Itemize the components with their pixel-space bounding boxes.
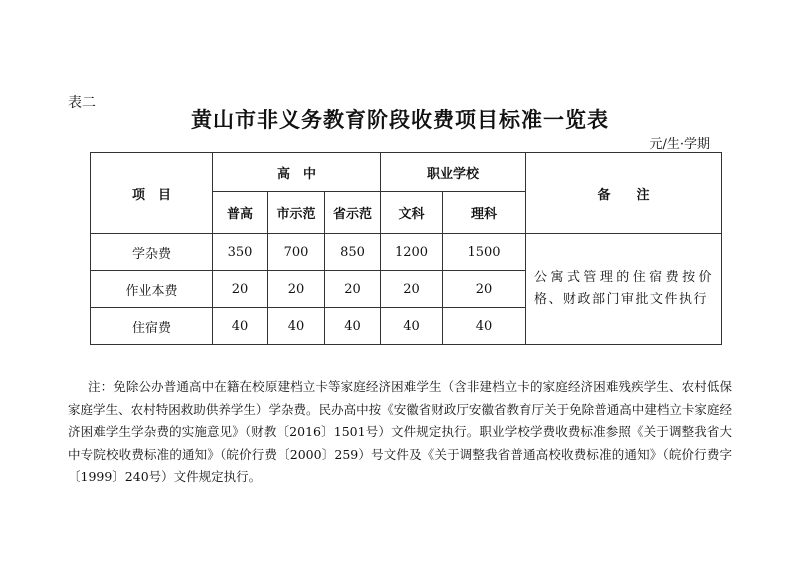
unit-label: 元/生·学期 <box>649 137 710 152</box>
table-cell: 40 <box>381 308 443 345</box>
table-cell: 40 <box>268 308 325 345</box>
row-name: 住宿费 <box>91 308 213 345</box>
subheader-cell: 普高 <box>213 192 268 234</box>
remark-cell: 公寓式管理的住宿费按价格、财政部门审批文件执行 <box>526 234 722 345</box>
table-cell: 20 <box>213 271 268 308</box>
table-cell: 1500 <box>443 234 526 271</box>
subheader-cell: 市示范 <box>268 192 325 234</box>
row-name: 作业本费 <box>91 271 213 308</box>
table-row <box>91 234 722 271</box>
subheader-cell: 理科 <box>443 192 526 234</box>
header-item: 项 目 <box>91 153 213 234</box>
table-cell: 20 <box>325 271 381 308</box>
header-remark: 备 注 <box>526 153 722 234</box>
footnote: 注：免除公办普通高中在籍在校原建档立卡等家庭经济困难学生（含非建档立卡的家庭经济困难残疾学生、农村低保家庭学生、农村特困救助供养学生）学杂费。民办高中按《安徽省财政厅安徽省教育厅关于免除普通高中建档立卡家庭经济困难学生学杂费的实施意见》（财教〔2016〕1501号）文件规定执行。职业学校学费收费标准参照《关于调整我省大中专院校收费标准的通知》（皖价行费〔2000〕259）号文件及《关于调整我省普通高校收费标准的通知》（皖价行费字〔1999〕240号）文件规定执行。 <box>68 379 732 485</box>
subheader-cell: 文科 <box>381 192 443 234</box>
table-cell: 40 <box>443 308 526 345</box>
table-cell: 20 <box>443 271 526 308</box>
table-cell: 700 <box>268 234 325 271</box>
table-label: 表二 <box>68 95 96 111</box>
row-name: 学杂费 <box>91 234 213 271</box>
table-cell: 40 <box>325 308 381 345</box>
table-cell: 40 <box>213 308 268 345</box>
table-cell: 20 <box>381 271 443 308</box>
table-cell: 20 <box>268 271 325 308</box>
header-row <box>91 153 722 192</box>
header-high-school: 高 中 <box>213 153 381 192</box>
fee-table <box>90 152 722 345</box>
table-cell: 1200 <box>381 234 443 271</box>
table-cell: 350 <box>213 234 268 271</box>
header-vocational: 职业学校 <box>381 153 526 192</box>
table-cell: 850 <box>325 234 381 271</box>
subheader-cell: 省示范 <box>325 192 381 234</box>
page-title: 黄山市非义务教育阶段收费项目标准一览表 <box>191 108 609 132</box>
